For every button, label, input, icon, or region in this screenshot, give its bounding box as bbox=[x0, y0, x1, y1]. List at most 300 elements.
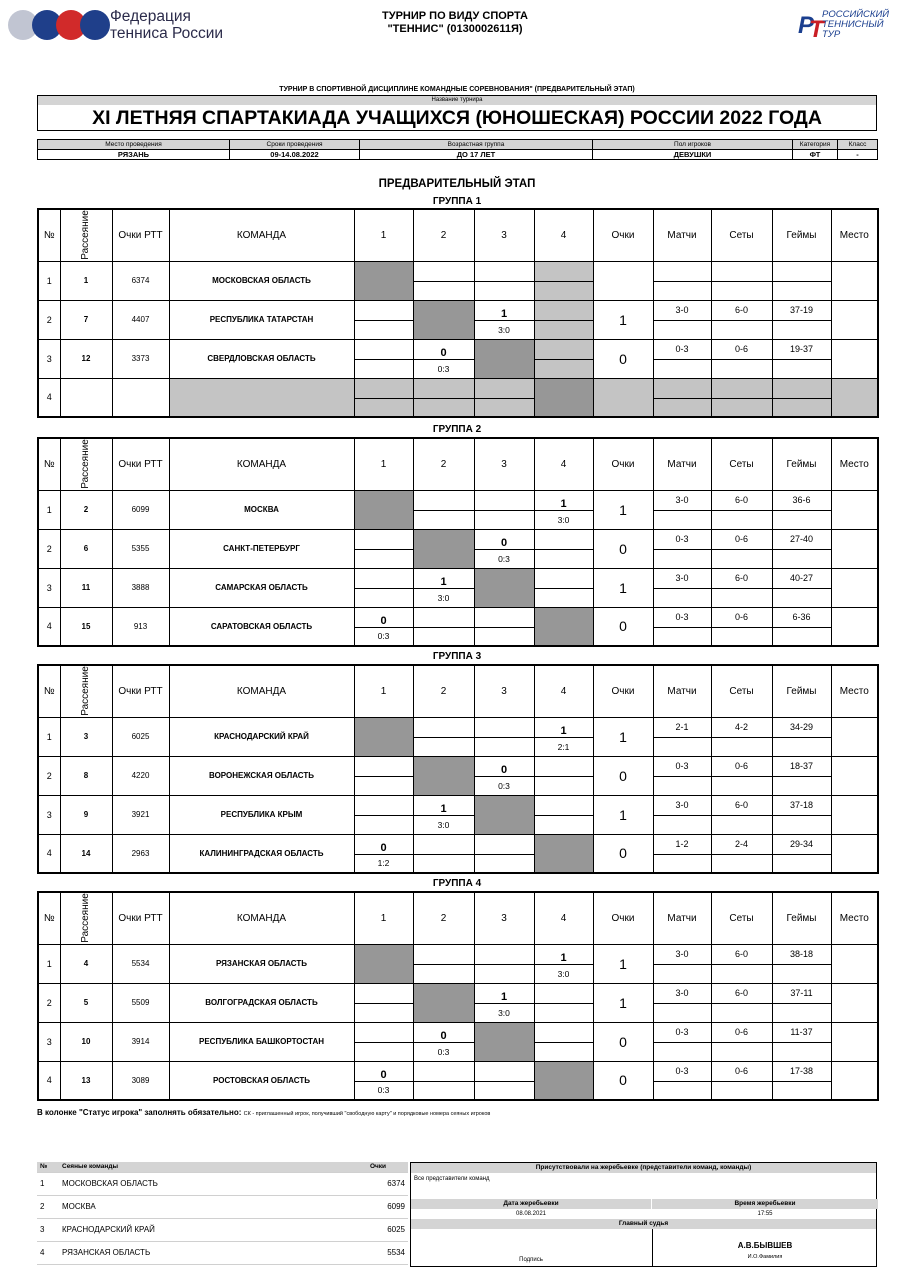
diagonal-cell bbox=[534, 607, 593, 646]
col-3-header: 3 bbox=[474, 209, 534, 261]
tournament-info-table bbox=[37, 139, 878, 160]
col-2-header: 2 bbox=[413, 438, 474, 490]
seed-points: 6099 bbox=[348, 1195, 408, 1218]
row-number: 1 bbox=[38, 944, 60, 983]
seed-number: 2 bbox=[60, 490, 112, 529]
result-cell bbox=[413, 737, 474, 756]
present-label: Присутствовали на жеребьевке (представители команд, команды) bbox=[411, 1163, 876, 1173]
chief-judge-label: Главный судья bbox=[411, 1219, 876, 1229]
seed-points-header: Очки bbox=[348, 1162, 408, 1172]
seed-header bbox=[60, 892, 112, 944]
col-3-header: 3 bbox=[474, 438, 534, 490]
rtt-line-2: ТЕННИСНЫЙ bbox=[822, 19, 884, 30]
gender-value: ДЕВУШКИ bbox=[593, 150, 793, 160]
team-name: МОСКВА bbox=[169, 490, 354, 529]
place-value bbox=[831, 795, 878, 834]
col-2-header: 2 bbox=[413, 892, 474, 944]
place-value bbox=[831, 529, 878, 568]
match-result: 1 bbox=[474, 983, 534, 1003]
matches-value: 0-3 bbox=[653, 1022, 711, 1042]
team-points bbox=[593, 261, 653, 300]
team-name: РЕСПУБЛИКА КРЫМ bbox=[169, 795, 354, 834]
result-cell bbox=[354, 398, 413, 417]
matches-header: Матчи bbox=[653, 438, 711, 490]
group-title: ГРУППА 1 bbox=[432, 196, 482, 207]
sets-lower bbox=[711, 320, 772, 339]
seeded-teams-table bbox=[37, 1162, 408, 1265]
place-header: Место bbox=[831, 892, 878, 944]
col-1-header: 1 bbox=[354, 209, 413, 261]
match-result: 0 bbox=[413, 1022, 474, 1042]
matches-value bbox=[653, 378, 711, 398]
games-value: 17-38 bbox=[772, 1061, 831, 1081]
matches-value: 3-0 bbox=[653, 983, 711, 1003]
seed-num: 2 bbox=[37, 1195, 59, 1218]
team-name: САРАТОВСКАЯ ОБЛАСТЬ bbox=[169, 607, 354, 646]
rtt-name bbox=[822, 10, 889, 40]
result-cell bbox=[534, 983, 593, 1003]
dates-label: Сроки проведения bbox=[230, 140, 360, 150]
points-header: Очки bbox=[593, 665, 653, 717]
team-points bbox=[593, 378, 653, 417]
team-header: КОМАНДА bbox=[169, 892, 354, 944]
footnote-bold: В колонке "Статус игрока" заполнять обязательно: bbox=[37, 1108, 242, 1117]
result-cell bbox=[534, 756, 593, 776]
match-score: 3:0 bbox=[413, 815, 474, 834]
tournament-line-1: ТУРНИР ПО ВИДУ СПОРТА bbox=[382, 10, 528, 22]
draw-date-label: Дата жеребьевки bbox=[411, 1199, 651, 1209]
seed-header bbox=[60, 209, 112, 261]
seed-team: РЯЗАНСКАЯ ОБЛАСТЬ bbox=[59, 1241, 348, 1264]
sets-value bbox=[711, 261, 772, 281]
class-label: Класс bbox=[838, 140, 878, 150]
result-cell bbox=[354, 378, 413, 398]
row-number: 1 bbox=[38, 717, 60, 756]
group-table bbox=[37, 437, 879, 647]
games-lower bbox=[772, 776, 831, 795]
seed-header-label: Рассеяние bbox=[79, 210, 91, 261]
matches-value: 0-3 bbox=[653, 756, 711, 776]
result-cell bbox=[354, 320, 413, 339]
group-table bbox=[37, 664, 879, 874]
place-header: Место bbox=[831, 438, 878, 490]
match-score: 0:3 bbox=[413, 359, 474, 378]
rtt-header: Очки РТТ bbox=[112, 438, 169, 490]
team-name: РЯЗАНСКАЯ ОБЛАСТЬ bbox=[169, 944, 354, 983]
rtt-points: 2963 bbox=[112, 834, 169, 873]
place-value bbox=[831, 300, 878, 339]
row-number: 3 bbox=[38, 1022, 60, 1061]
matches-value: 0-3 bbox=[653, 607, 711, 627]
matches-value: 3-0 bbox=[653, 568, 711, 588]
result-cell bbox=[413, 607, 474, 627]
seed-header bbox=[60, 438, 112, 490]
result-cell bbox=[534, 339, 593, 359]
seeded-team-row bbox=[37, 1218, 408, 1241]
footnote-detail: СК - приглашенный игрок, получивший "свободную карту" и порядковые номера сеяных игроков bbox=[243, 1111, 491, 1117]
games-lower bbox=[772, 549, 831, 568]
team-header: КОМАНДА bbox=[169, 438, 354, 490]
seed-number: 6 bbox=[60, 529, 112, 568]
match-score: 3:0 bbox=[474, 1003, 534, 1022]
federation-line-2: тенниса России bbox=[110, 25, 224, 42]
result-cell bbox=[534, 549, 593, 568]
team-points: 0 bbox=[593, 1022, 653, 1061]
games-value: 19-37 bbox=[772, 339, 831, 359]
num-header: № bbox=[38, 438, 60, 490]
result-cell bbox=[474, 1081, 534, 1100]
result-cell bbox=[474, 510, 534, 529]
match-result: 0 bbox=[413, 339, 474, 359]
match-result: 1 bbox=[413, 568, 474, 588]
result-cell bbox=[474, 717, 534, 737]
seed-team: МОСКВА bbox=[59, 1195, 348, 1218]
sets-lower bbox=[711, 1003, 772, 1022]
games-lower bbox=[772, 1042, 831, 1061]
result-cell bbox=[474, 261, 534, 281]
team-name: РЕСПУБЛИКА ТАТАРСТАН bbox=[169, 300, 354, 339]
place-value bbox=[831, 834, 878, 873]
result-cell bbox=[474, 737, 534, 756]
category-value: ФТ bbox=[793, 150, 838, 160]
group-table bbox=[37, 891, 879, 1101]
result-cell bbox=[474, 944, 534, 964]
seeded-teams-header bbox=[37, 1162, 408, 1172]
games-lower bbox=[772, 627, 831, 646]
games-lower bbox=[772, 964, 831, 983]
tournament-sport-header bbox=[300, 10, 610, 36]
team-points: 0 bbox=[593, 607, 653, 646]
result-cell bbox=[534, 320, 593, 339]
diagonal-cell bbox=[413, 983, 474, 1022]
team-points: 0 bbox=[593, 529, 653, 568]
seed-number: 1 bbox=[60, 261, 112, 300]
games-value: 37-11 bbox=[772, 983, 831, 1003]
group-header-row bbox=[38, 892, 878, 944]
place-value bbox=[831, 944, 878, 983]
result-cell bbox=[534, 568, 593, 588]
team-points: 0 bbox=[593, 834, 653, 873]
seed-number: 8 bbox=[60, 756, 112, 795]
rtt-points: 913 bbox=[112, 607, 169, 646]
row-number: 3 bbox=[38, 568, 60, 607]
games-header: Геймы bbox=[772, 438, 831, 490]
matches-value bbox=[653, 261, 711, 281]
draw-time-value: 17:55 bbox=[757, 1211, 773, 1217]
diagonal-cell bbox=[354, 490, 413, 529]
matches-lower bbox=[653, 588, 711, 607]
result-cell bbox=[354, 756, 413, 776]
games-value: 40-27 bbox=[772, 568, 831, 588]
rtt-points: 6099 bbox=[112, 490, 169, 529]
games-value: 18-37 bbox=[772, 756, 831, 776]
team-header: КОМАНДА bbox=[169, 665, 354, 717]
games-header: Геймы bbox=[772, 209, 831, 261]
seeded-team-row bbox=[37, 1195, 408, 1218]
matches-lower bbox=[653, 359, 711, 378]
match-result: 1 bbox=[534, 717, 593, 737]
matches-lower bbox=[653, 627, 711, 646]
stage-title: ПРЕДВАРИТЕЛЬНЫЙ ЭТАП bbox=[378, 178, 536, 190]
rtt-points: 4220 bbox=[112, 756, 169, 795]
federation-name bbox=[110, 8, 223, 42]
rtt-mark-icon: Т bbox=[809, 16, 821, 43]
rtt-mark-icon: Р bbox=[798, 12, 812, 39]
sets-value: 6-0 bbox=[711, 983, 772, 1003]
team-row bbox=[38, 1061, 878, 1081]
result-cell bbox=[534, 588, 593, 607]
col-1-header: 1 bbox=[354, 665, 413, 717]
place-value bbox=[831, 339, 878, 378]
team-header: КОМАНДА bbox=[169, 209, 354, 261]
tournament-title-box bbox=[37, 95, 877, 131]
row-number: 1 bbox=[38, 490, 60, 529]
games-value: 37-18 bbox=[772, 795, 831, 815]
result-cell bbox=[354, 568, 413, 588]
info-labels-row bbox=[38, 140, 878, 150]
rtt-points: 3921 bbox=[112, 795, 169, 834]
diagonal-cell bbox=[413, 756, 474, 795]
result-cell bbox=[474, 607, 534, 627]
match-result: 1 bbox=[474, 300, 534, 320]
col-1-header: 1 bbox=[354, 438, 413, 490]
diagonal-cell bbox=[534, 834, 593, 873]
result-cell bbox=[354, 1042, 413, 1061]
col-4-header: 4 bbox=[534, 209, 593, 261]
result-cell bbox=[534, 300, 593, 320]
sets-header: Сеты bbox=[711, 209, 772, 261]
rtt-points: 4407 bbox=[112, 300, 169, 339]
result-cell bbox=[413, 834, 474, 854]
sets-lower bbox=[711, 737, 772, 756]
team-row bbox=[38, 834, 878, 854]
games-value: 37-19 bbox=[772, 300, 831, 320]
match-score: 2:1 bbox=[534, 737, 593, 756]
seed-number: 10 bbox=[60, 1022, 112, 1061]
sets-value: 2-4 bbox=[711, 834, 772, 854]
seed-number: 5 bbox=[60, 983, 112, 1022]
team-row bbox=[38, 261, 878, 281]
seed-number: 3 bbox=[60, 717, 112, 756]
team-name: САНКТ-ПЕТЕРБУРГ bbox=[169, 529, 354, 568]
team-row bbox=[38, 944, 878, 964]
sets-header: Сеты bbox=[711, 892, 772, 944]
matches-lower bbox=[653, 1081, 711, 1100]
sets-lower bbox=[711, 815, 772, 834]
result-cell bbox=[474, 627, 534, 646]
place-value bbox=[831, 607, 878, 646]
seed-num: 1 bbox=[37, 1172, 59, 1195]
match-score: 3:0 bbox=[534, 510, 593, 529]
points-header: Очки bbox=[593, 209, 653, 261]
result-cell bbox=[354, 1003, 413, 1022]
match-result: 1 bbox=[534, 490, 593, 510]
result-cell bbox=[354, 529, 413, 549]
seed-header-label: Рассеяние bbox=[79, 893, 91, 944]
place-value bbox=[831, 1022, 878, 1061]
matches-lower bbox=[653, 398, 711, 417]
result-cell bbox=[534, 359, 593, 378]
row-number: 3 bbox=[38, 339, 60, 378]
match-score: 0:3 bbox=[354, 627, 413, 646]
matches-value: 0-3 bbox=[653, 529, 711, 549]
seed-num-header: № bbox=[37, 1162, 59, 1172]
discipline-line: ТУРНИР В СПОРТИВНОЙ ДИСЦИПЛИНЕ КОМАНДНЫЕ СОРЕВНОВАНИЯ" (ПРЕДВАРИТЕЛЬНЫЙ ЭТАП) bbox=[279, 86, 635, 93]
matches-lower bbox=[653, 964, 711, 983]
sets-lower bbox=[711, 964, 772, 983]
games-value bbox=[772, 378, 831, 398]
matches-value: 0-3 bbox=[653, 1061, 711, 1081]
place-value bbox=[831, 983, 878, 1022]
result-cell bbox=[534, 281, 593, 300]
sets-value: 6-0 bbox=[711, 300, 772, 320]
rtt-line-1: РОССИЙСКИЙ bbox=[822, 9, 890, 20]
matches-value: 1-2 bbox=[653, 834, 711, 854]
sets-value: 0-6 bbox=[711, 607, 772, 627]
sets-lower bbox=[711, 281, 772, 300]
group-header-row bbox=[38, 209, 878, 261]
matches-lower bbox=[653, 776, 711, 795]
result-cell bbox=[534, 1042, 593, 1061]
info-values-row bbox=[38, 150, 878, 160]
rtt-points: 3089 bbox=[112, 1061, 169, 1100]
sets-header: Сеты bbox=[711, 665, 772, 717]
signature-label: Подпись bbox=[519, 1257, 543, 1263]
seed-points: 5534 bbox=[348, 1241, 408, 1264]
group-table bbox=[37, 208, 879, 418]
group-header-row bbox=[38, 665, 878, 717]
seed-header-label: Рассеяние bbox=[79, 666, 91, 717]
team-points: 0 bbox=[593, 339, 653, 378]
venue-value: РЯЗАНЬ bbox=[38, 150, 230, 160]
match-score: 1:2 bbox=[354, 854, 413, 873]
matches-value: 2-1 bbox=[653, 717, 711, 737]
match-score: 0:3 bbox=[474, 776, 534, 795]
result-cell bbox=[474, 378, 534, 398]
match-score: 3:0 bbox=[534, 964, 593, 983]
seed-team: МОСКОВСКАЯ ОБЛАСТЬ bbox=[59, 1172, 348, 1195]
result-cell bbox=[413, 627, 474, 646]
place-value bbox=[831, 261, 878, 300]
rtt-header: Очки РТТ bbox=[112, 209, 169, 261]
sets-lower bbox=[711, 549, 772, 568]
diagonal-cell bbox=[474, 339, 534, 378]
col-3-header: 3 bbox=[474, 892, 534, 944]
group-title: ГРУППА 3 bbox=[432, 651, 482, 662]
class-value: - bbox=[838, 150, 878, 160]
result-cell bbox=[413, 717, 474, 737]
diagonal-cell bbox=[413, 300, 474, 339]
games-value: 34-29 bbox=[772, 717, 831, 737]
diagonal-cell bbox=[354, 944, 413, 983]
sets-lower bbox=[711, 854, 772, 873]
age-group-value: ДО 17 ЛЕТ bbox=[360, 150, 593, 160]
matches-value: 3-0 bbox=[653, 300, 711, 320]
row-number: 2 bbox=[38, 983, 60, 1022]
team-points: 1 bbox=[593, 568, 653, 607]
rtt-points: 3373 bbox=[112, 339, 169, 378]
result-cell bbox=[474, 834, 534, 854]
rtt-points: 3914 bbox=[112, 1022, 169, 1061]
seed-number bbox=[60, 378, 112, 417]
match-score: 0:3 bbox=[413, 1042, 474, 1061]
result-cell bbox=[413, 281, 474, 300]
result-cell bbox=[413, 398, 474, 417]
diagonal-cell bbox=[354, 717, 413, 756]
result-cell bbox=[354, 339, 413, 359]
result-cell bbox=[354, 795, 413, 815]
seed-num: 4 bbox=[37, 1241, 59, 1264]
draw-date-value: 08.08.2021 bbox=[515, 1211, 547, 1217]
team-points: 0 bbox=[593, 1061, 653, 1100]
team-name bbox=[169, 378, 354, 417]
team-row bbox=[38, 795, 878, 815]
sets-value bbox=[711, 378, 772, 398]
team-name: КАЛИНИНГРАДСКАЯ ОБЛАСТЬ bbox=[169, 834, 354, 873]
seed-number: 4 bbox=[60, 944, 112, 983]
sets-lower bbox=[711, 627, 772, 646]
games-lower bbox=[772, 1081, 831, 1100]
rtt-points: 5509 bbox=[112, 983, 169, 1022]
result-cell bbox=[474, 854, 534, 873]
seed-team: КРАСНОДАРСКИЙ КРАЙ bbox=[59, 1218, 348, 1241]
ftr-logo bbox=[6, 6, 246, 46]
games-lower bbox=[772, 320, 831, 339]
team-name: СВЕРДЛОВСКАЯ ОБЛАСТЬ bbox=[169, 339, 354, 378]
result-cell bbox=[413, 1061, 474, 1081]
team-points: 1 bbox=[593, 795, 653, 834]
matches-header: Матчи bbox=[653, 209, 711, 261]
matches-lower bbox=[653, 815, 711, 834]
sets-value: 6-0 bbox=[711, 795, 772, 815]
place-value bbox=[831, 378, 878, 417]
col-4-header: 4 bbox=[534, 665, 593, 717]
col-4-header: 4 bbox=[534, 892, 593, 944]
team-name: МОСКОВСКАЯ ОБЛАСТЬ bbox=[169, 261, 354, 300]
sets-value: 6-0 bbox=[711, 944, 772, 964]
result-cell bbox=[354, 1022, 413, 1042]
games-lower bbox=[772, 398, 831, 417]
diagonal-cell bbox=[413, 529, 474, 568]
seed-number: 7 bbox=[60, 300, 112, 339]
category-label: Категория bbox=[793, 140, 838, 150]
result-cell bbox=[413, 510, 474, 529]
num-header: № bbox=[38, 665, 60, 717]
matches-value: 3-0 bbox=[653, 490, 711, 510]
seed-header-label: Рассеяние bbox=[79, 439, 91, 490]
match-result: 0 bbox=[474, 529, 534, 549]
page-title: XI ЛЕТНЯЯ СПАРТАКИАДА УЧАЩИХСЯ (ЮНОШЕСКАЯ) РОССИИ 2022 ГОДА bbox=[92, 107, 822, 129]
age-group-label: Возрастная группа bbox=[360, 140, 593, 150]
row-number: 2 bbox=[38, 529, 60, 568]
col-4-header: 4 bbox=[534, 438, 593, 490]
rtt-logo bbox=[798, 8, 898, 44]
matches-header: Матчи bbox=[653, 892, 711, 944]
team-name: КРАСНОДАРСКИЙ КРАЙ bbox=[169, 717, 354, 756]
games-value: 38-18 bbox=[772, 944, 831, 964]
sets-value: 0-6 bbox=[711, 339, 772, 359]
team-row bbox=[38, 607, 878, 627]
row-number: 2 bbox=[38, 756, 60, 795]
row-number: 3 bbox=[38, 795, 60, 834]
match-result: 0 bbox=[354, 834, 413, 854]
result-cell bbox=[534, 795, 593, 815]
result-cell bbox=[534, 1003, 593, 1022]
seed-points: 6374 bbox=[348, 1172, 408, 1195]
sets-value: 6-0 bbox=[711, 490, 772, 510]
match-result: 1 bbox=[534, 944, 593, 964]
team-name: ВОРОНЕЖСКАЯ ОБЛАСТЬ bbox=[169, 756, 354, 795]
